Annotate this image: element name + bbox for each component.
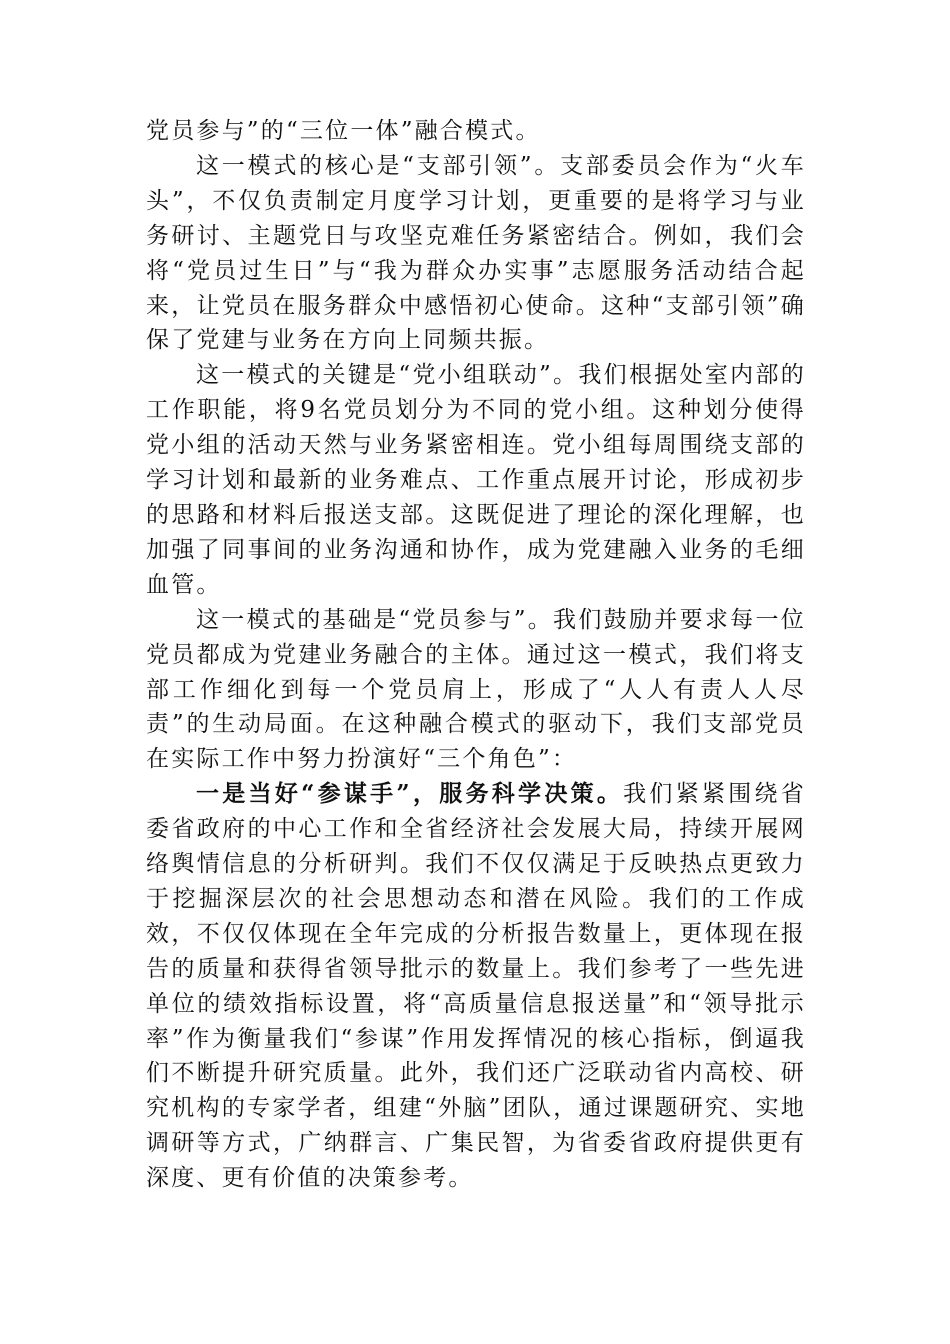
paragraph-lead-heading: 一是当好“参谋手”，服务科学决策。 <box>196 780 624 808</box>
paragraph-branch-leadership: 这一模式的核心是“支部引领”。支部委员会作为“火车头”，不仅负责制定月度学习计划，更重要的是将学习与业务研讨、主题党日与攻坚克难任务紧密结合。例如，我们会将“党员过生日”与“我为群众办实事”志愿服务活动结合起来，让党员在服务群众中感悟初心使命。这种“支部引领”确保了党建与业务在方向上同频共振。 <box>146 152 806 354</box>
document-body <box>146 114 806 1196</box>
paragraph-advisor-role <box>146 777 806 1196</box>
paragraph-member-participation: 这一模式的基础是“党员参与”。我们鼓励并要求每一位党员都成为党建业务融合的主体。通过这一模式，我们将支部工作细化到每一个党员肩上，形成了“人人有责人人尽责”的生动局面。在这种融合模式的驱动下，我们支部党员在实际工作中努力扮演好“三个角色”： <box>146 606 806 773</box>
paragraph-continuation: 党员参与”的“三位一体”融合模式。 <box>146 118 541 144</box>
paragraph-advisor-body: 我们紧紧围绕省委省政府的中心工作和全省经济社会发展大局，持续开展网络舆情信息的分析研判。我们不仅仅满足于反映热点更致力于挖掘深层次的社会思想动态和潜在风险。我们的工作成效，不仅仅体现在全年完成的分析报告数量上，更体现在报告的质量和获得省领导批示的数量上。我们参考了一些先进单位的绩效指标设置，将“高质量信息报送量”和“领导批示率”作为衡量我们“参谋”作用发挥情况的核心指标，倒逼我们不断提升研究质量。此外，我们还广泛联动省内高校、研究机构的专家学者，组建“外脑”团队，通过课题研究、实地调研等方式，广纳群言、广集民智，为省委省政府提供更有深度、更有价值的决策参考。 <box>146 781 806 1192</box>
paragraph-group-linkage: 这一模式的关键是“党小组联动”。我们根据处室内部的工作职能，将9名党员划分为不同的党小组。这种划分使得党小组的活动天然与业务紧密相连。党小组每周围绕支部的学习计划和最新的业务难点、工作重点展开讨论，形成初步的思路和材料后报送支部。这既促进了理论的深化理解，也加强了同事间的业务沟通和协作，成为党建融入业务的毛细血管。 <box>146 362 806 598</box>
